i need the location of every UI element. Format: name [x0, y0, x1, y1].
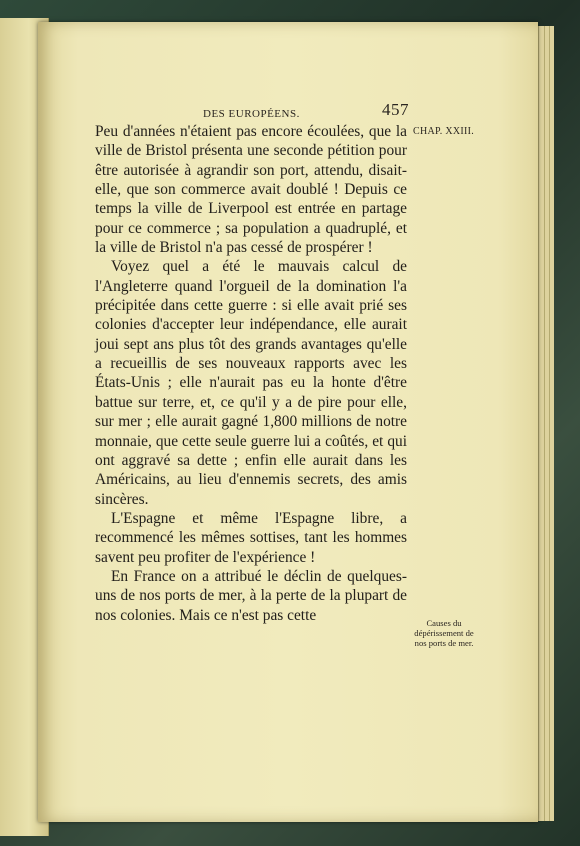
paragraph: Peu d'années n'étaient pas encore écoulées, que la ville de Bristol présenta une seconde pétition pour être autorisée à agrandir son port, attendu, disait-elle, que son commerce avait doublé ! Depuis ce temps la ville de Liverpool est entrée en partage pour ce commerce ; sa population a quadruplé, et la ville de Bristol n'a pas cessé de prospérer ! [95, 123, 407, 257]
running-title: DES EUROPÉENS. [203, 108, 300, 120]
paragraph: L'Espagne et même l'Espagne libre, a recommencé les mêmes sottises, tant les hommes savent peu profiter de l'expérience ! [95, 509, 407, 566]
margin-note: Causes du dépérissement de nos ports de mer. [414, 618, 474, 648]
page-edge [549, 26, 554, 821]
body-text [95, 122, 407, 625]
page-number: 457 [382, 100, 409, 119]
paragraph: Voyez quel a été le mauvais calcul de l'Angleterre quand l'orgueil de la domination l'a précipitée dans cette guerre : si elle avait prié ses colonies d'accepter leur indépendance, elle aurait joui sept ans plus tôt des grands avantages qu'elle a recueillis de ses nouveaux rapports avec les États-Unis ; elle n'aurait pas eu la honte d'être battue sur terre, et, ce qu'il y a de pire pour elle, sur mer ; elle aurait gagné 1,800 millions de notre monnaie, que cette seule guerre lui a coûtés, et qui ont aggravé sa dette ; enfin elle aurait dans les Américains, au lieu d'ennemis secrets, des amis sincères. [95, 258, 407, 508]
chapter-marker: CHAP. XXIII. [413, 126, 475, 137]
paragraph: En France on a attribué le déclin de quelques-uns de nos ports de mer, à la perte de la plupart de nos colonies. Mais ce n'est pas cette [95, 567, 407, 624]
